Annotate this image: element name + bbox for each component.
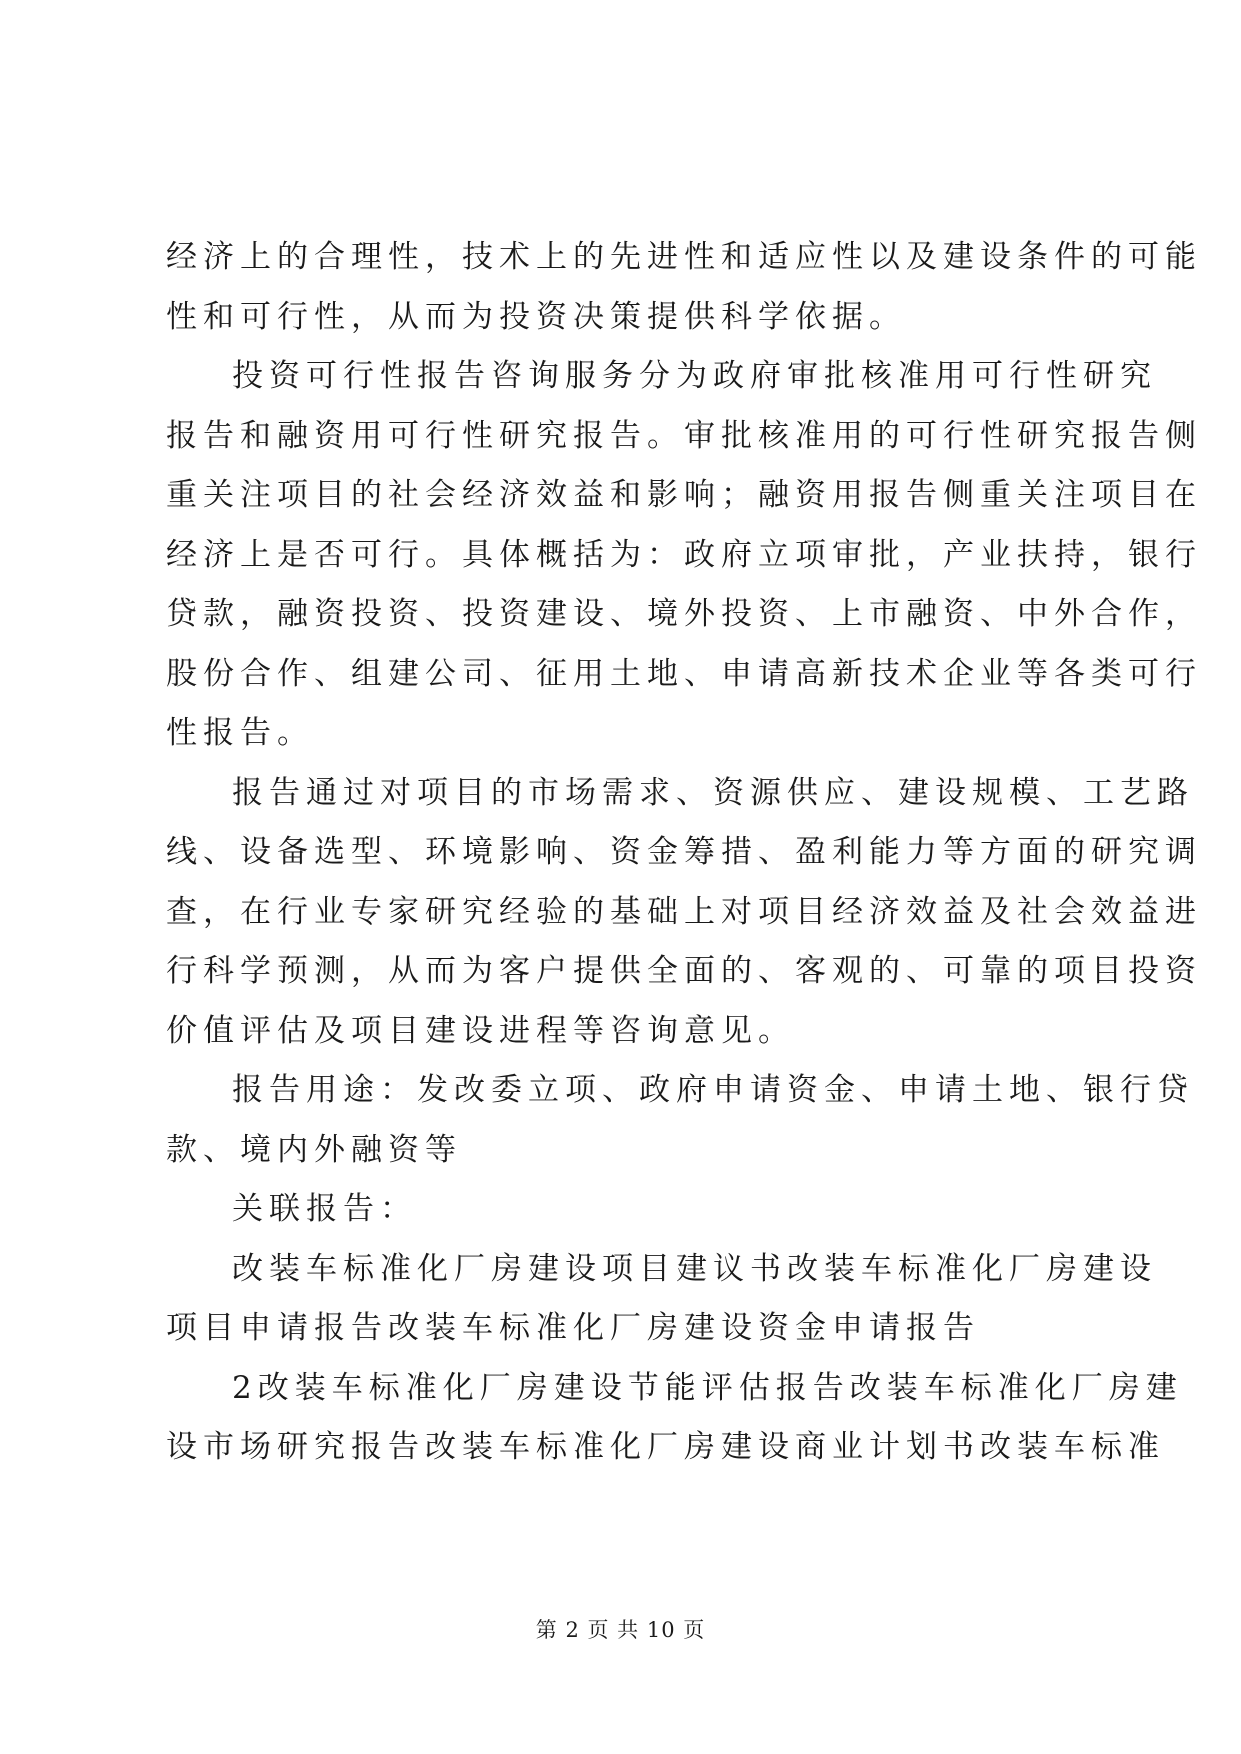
text-line: 2改装车标准化厂房建设节能评估报告改装车标准化厂房建 <box>232 1369 1183 1406</box>
text-line: 股份合作、组建公司、征用土地、申请高新技术企业等各类可行 <box>166 655 1202 692</box>
text-line: 经济上的合理性，技术上的先进性和适应性以及建设条件的可能 <box>166 239 1202 275</box>
text-line: 报告和融资用可行性研究报告。审批核准用的可行性研究报告侧 <box>166 417 1202 454</box>
text-line: 性和可行性，从而为投资决策提供科学依据。 <box>166 298 906 335</box>
text-line: 查，在行业专家研究经验的基础上对项目经济效益及社会效益进 <box>166 893 1202 930</box>
text-line: 经济上是否可行。具体概括为：政府立项审批，产业扶持，银行 <box>166 536 1202 573</box>
text-line: 报告通过对项目的市场需求、资源供应、建设规模、工艺路 <box>232 774 1194 811</box>
text-line: 贷款，融资投资、投资建设、境外投资、上市融资、中外合作， <box>166 596 1202 632</box>
text-line: 款、境内外融资等 <box>166 1131 462 1168</box>
text-line: 关联报告： <box>232 1191 417 1227</box>
page-footer: 第 2 页 共 10 页 <box>535 1618 706 1642</box>
text-line: 性报告。 <box>166 715 314 751</box>
text-line: 投资可行性报告咨询服务分为政府审批核准用可行性研究 <box>232 358 1157 394</box>
text-line: 价值评估及项目建设进程等咨询意见。 <box>166 1012 795 1049</box>
text-line: 设市场研究报告改装车标准化厂房建设商业计划书改装车标准 <box>166 1429 1165 1465</box>
document-body <box>166 228 1202 1478</box>
text-line: 行科学预测，从而为客户提供全面的、客观的、可靠的项目投资 <box>166 953 1202 989</box>
text-line: 报告用途：发改委立项、政府申请资金、申请土地、银行贷 <box>232 1072 1194 1108</box>
text-line: 改装车标准化厂房建设项目建议书改装车标准化厂房建设 <box>232 1250 1157 1287</box>
text-line: 线、设备选型、环境影响、资金筹措、盈利能力等方面的研究调 <box>166 834 1202 870</box>
text-line: 项目申请报告改装车标准化厂房建设资金申请报告 <box>166 1310 980 1346</box>
text-line: 重关注项目的社会经济效益和影响；融资用报告侧重关注项目在 <box>166 477 1202 513</box>
